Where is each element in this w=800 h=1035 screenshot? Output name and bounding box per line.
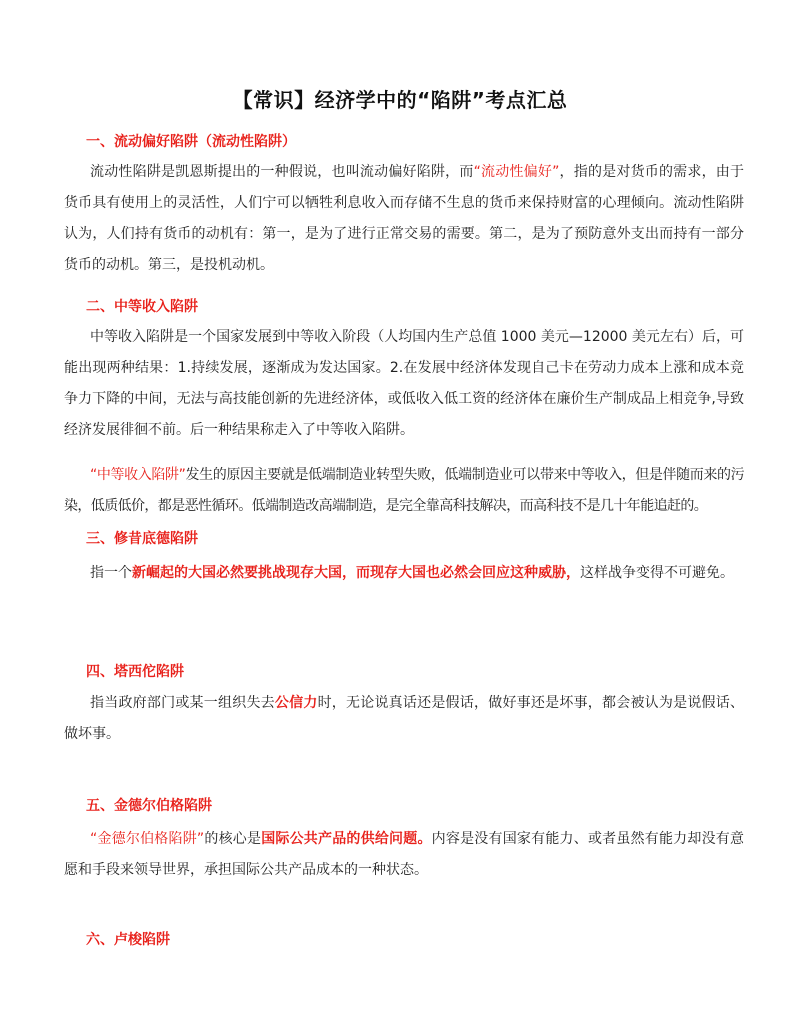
highlight-kindleberger-trap: “金德尔伯格陷阱” bbox=[90, 831, 205, 847]
paragraph-thucydides-trap bbox=[64, 558, 744, 589]
highlight-credibility: 公信力 bbox=[274, 695, 318, 711]
text-segment: 的核心是 bbox=[204, 831, 262, 847]
section-heading-tacitus-trap: 四、塔西佗陷阱 bbox=[86, 664, 184, 680]
paragraph-liquidity-trap bbox=[64, 157, 744, 281]
text-segment: 指当政府部门或某一组织失去 bbox=[90, 695, 275, 711]
paragraph-middle-income-cause bbox=[64, 460, 744, 522]
section-heading-rousseau-trap: 六、卢梭陷阱 bbox=[86, 932, 170, 948]
text-segment: 流动性陷阱是凯恩斯提出的一种假说，也叫流动偏好陷阱，而 bbox=[90, 164, 474, 180]
section-heading-thucydides-trap: 三、修昔底德陷阱 bbox=[86, 531, 198, 547]
paragraph-tacitus-trap bbox=[64, 688, 744, 750]
highlight-rising-power: 新崛起的大国必然要挑战现存大国，而现存大国也必然会回应这种威胁， bbox=[132, 565, 580, 581]
text-segment: 内容是没有国家有能力、或者虽然有能力却没有意愿和手段来领导世界，承担国际公共产品成本的一种状态。 bbox=[64, 831, 745, 878]
text-segment: 指一个 bbox=[90, 565, 132, 581]
highlight-public-goods: 国际公共产品的供给问题。 bbox=[261, 831, 432, 847]
section-heading-middle-income-trap: 二、中等收入陷阱 bbox=[86, 299, 198, 315]
section-heading-liquidity-trap: 一、流动偏好陷阱（流动性陷阱） bbox=[86, 134, 296, 150]
highlight-middle-income-trap: “中等收入陷阱” bbox=[90, 467, 186, 483]
text-segment: ，指的是对货币的需求，由于货币具有使用上的灵活性，人们宁可以牺牲利息收入而存储不生息的货币来保持财富的心理倾向。流动性陷阱认为，人们持有货币的动机有：第一，是为了进行正常交易的需要。第二，是为了预防意外支出而持有一部分货币的动机。第三，是投机动机。 bbox=[64, 164, 745, 273]
text-segment: 发生的原因主要就是低端制造业转型失败，低端制造业可以带来中等收入，但是伴随而来的污染，低质低价，都是恶性循环。低端制造改高端制造，是完全靠高科技解决，而高科技不是几十年能追赶的。 bbox=[64, 467, 744, 514]
paragraph-middle-income-definition: 中等收入陷阱是一个国家发展到中等收入阶段（人均国内生产总值 1000 美元—12000 美元左右）后，可能出现两种结果：1.持续发展，逐渐成为发达国家。2.在发展中经济体发现自己卡在劳动力成本上涨和成本竞争力下降的中间，无法与高技能创新的先进经济体，或低收入低工资的经济体在廉价生产制成品上相竞争,导致经济发展徘徊不前。后一种结果称走入了中等收入陷阱。 bbox=[64, 329, 744, 438]
paragraph-kindleberger-trap bbox=[64, 824, 744, 886]
page-title: 【常识】经济学中的“陷阱”考点汇总 bbox=[232, 88, 568, 112]
text-segment: 时，无论说真话还是假话，做好事还是坏事，都会被认为是说假话、做坏事。 bbox=[64, 695, 745, 742]
highlight-liquidity-preference: “流动性偏好” bbox=[473, 164, 560, 180]
text-segment: 这样战争变得不可避免。 bbox=[580, 565, 734, 581]
section-heading-kindleberger-trap: 五、金德尔伯格陷阱 bbox=[86, 798, 212, 814]
